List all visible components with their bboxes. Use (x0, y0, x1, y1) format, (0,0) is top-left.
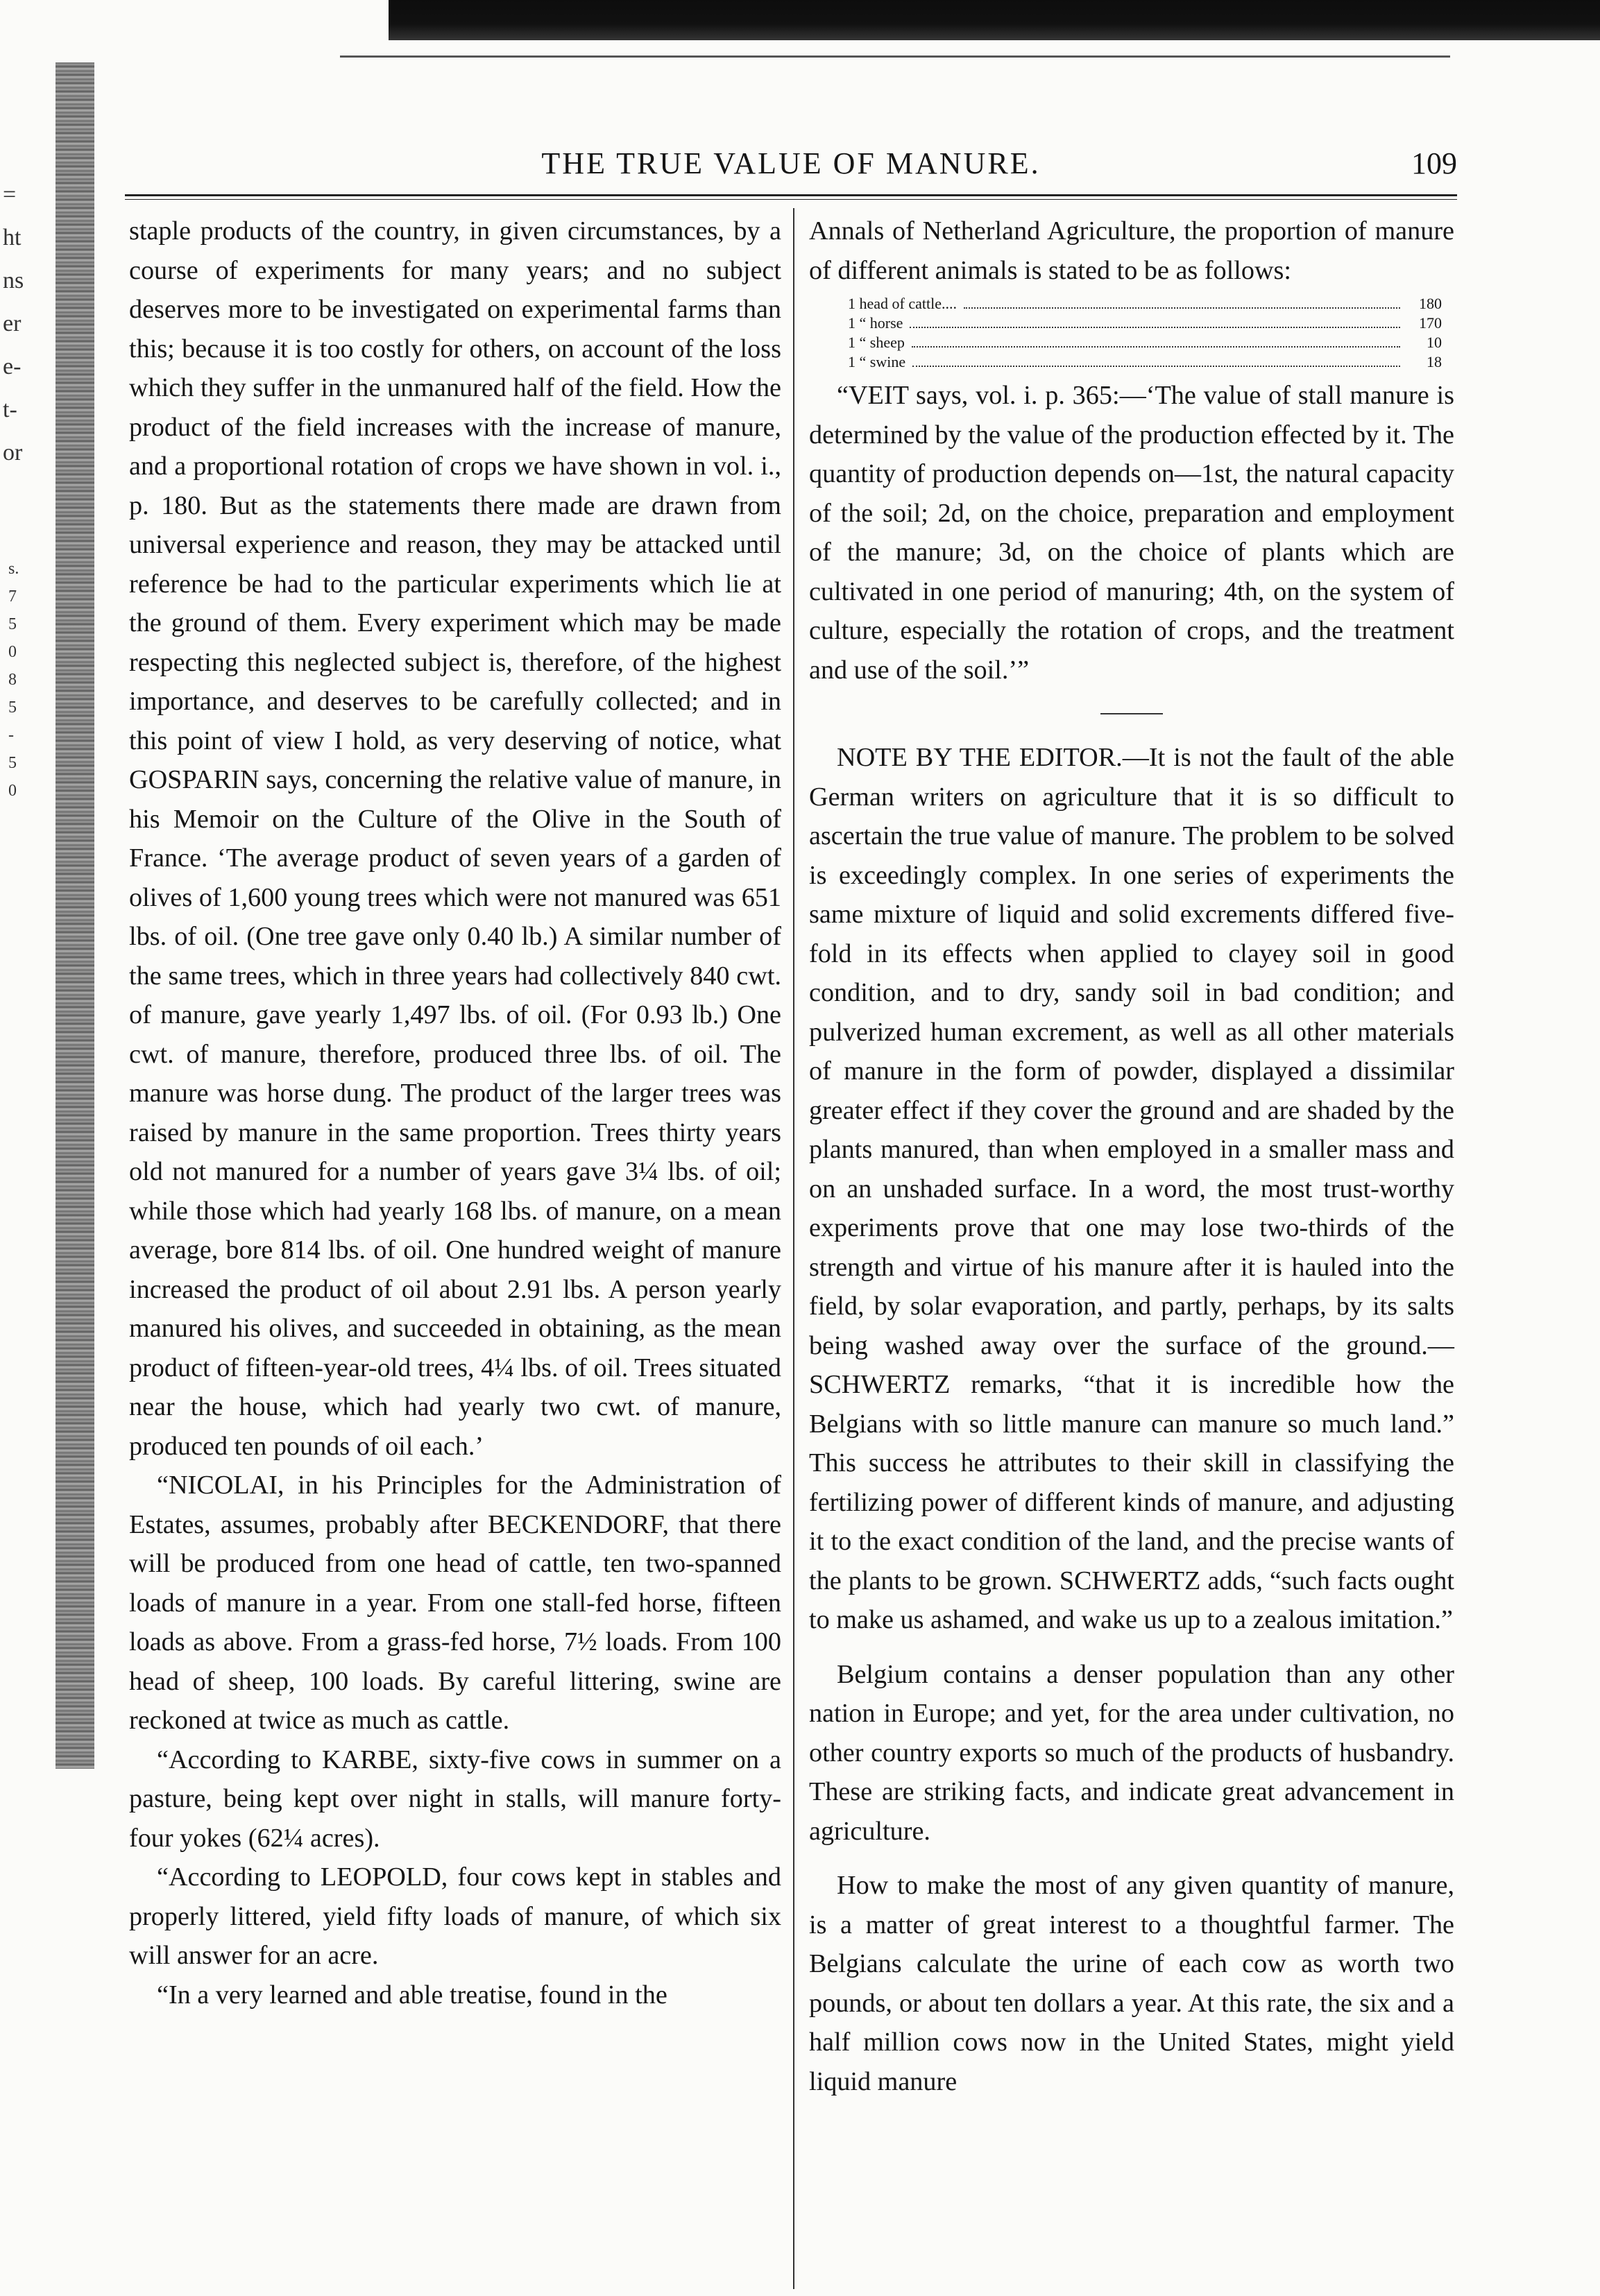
note-label: NOTE BY THE EDITOR. (837, 743, 1123, 772)
note-text: —It is not the fault of the able German writers on agriculture that it is so difficult to ascertain the true value of manure. The problem to be solved is exceedingly complex. In one series of experiments the same mixture of liquid and solid excrements differed five-fold in its effects when applied to clayey soil in good condition, and to dry, sandy soil in bad condition; and pulverized human excrement, as well as all other materials of manure in the form of powder, displayed a dissimilar greater effect if they cover the ground and are shaded by the plants manured, than when employed in a smaller mass and on an unshaded surface. In a word, the most trust-worthy experiments prove that one may lose two-thirds of the strength and virtue of his manure after it is hauled into the field, by solar evaporation, and partly, perhaps, by its salts being washed away over the surface of the ground.—SCHWERTZ remarks, “that it is incredible how the Belgians with so little manure can manure so much land.” This success he attributes to their skill in classifying the fertilizing power of different kinds of manure, and adjusting it to the exact condition of the land, and the precise wants of the plants to be grown. SCHWERTZ adds, “such facts ought to make us ashamed, and wake us up to a zealous imitation.” (809, 743, 1454, 1634)
table-label: 1 “ swine (848, 353, 906, 370)
paragraph: staple products of the country, in given circumstances, by a course of experiments for many years; and no subject deserves more to be investigated on experimental farms than this; because it is too costly for others, on account of the loss which they suffer in the unmanured half of the field. How the product of the field increases with the increase of manure, and a proportional rotation of crops we have shown in vol. i., p. 180. But as the statements there made are drawn from universal experience and reason, they may be attacked until reference be had to the particular experiments which lie at the ground of them. Every experiment which may be made respecting this neglected subject is, therefore, of the highest importance, and deserves to be carefully collected; and in this point of view I hold, as very deserving of notice, what GOSPARIN says, concerning the relative value of manure, in his Memoir on the Culture of the Olive in the South of France. ‘The average product of seven years of a garden of olives of 1,600 young trees which were not manured was 651 lbs. of oil. (One tree gave only 0.40 lb.) A similar number of the same trees, which in three years had collectively 840 cwt. of manure, gave yearly 1,497 lbs. of oil. (For 0.93 lb.) One cwt. of manure, therefore, produced three lbs. of oil. The manure was horse dung. The product of the larger trees was raised by manure in the same proportion. Trees thirty years old not manured for a number of years gave 3¼ lbs. of oil; while those which had yearly 168 lbs. of manure, on a mean average, bore 814 lbs. of oil. One hundred weight of manure increased the product of oil about 2.91 lbs. A person yearly manured his olives, and succeeded in obtaining, as the mean product of fifteen-year-old trees, 4¼ lbs. of oil. Trees situated near the house, which had yearly two cwt. of manure, produced ten pounds of oil each.’ (129, 216, 781, 1461)
table-label: 1 “ horse (848, 314, 903, 332)
table-label: 1 “ sheep (848, 334, 905, 351)
leader-dots (964, 307, 1400, 309)
table-value: 180 (1419, 295, 1442, 312)
table-value: 10 (1427, 334, 1442, 351)
margin-fragments: = ht ns er e- t- or (3, 182, 24, 465)
paragraph: “According to LEOPOLD, four cows kept in stables and properly littered, yield fifty loads of manure, of which six will answer for an acre. (129, 1862, 781, 1970)
running-head (125, 146, 1457, 187)
margin-digits: s. 7 5 0 8 5 - 5 0 (8, 560, 19, 800)
table-label: 1 head of cattle.... (848, 295, 957, 312)
table-value: 170 (1419, 314, 1442, 332)
paragraph: “NICOLAI, in his Principles for the Administration of Estates, assumes, probably after BECKENDORF, that there will be produced from one head of cattle, ten two-spanned loads of manure in a year. From one stall-fed horse, fifteen loads as above. From a grass-fed horse, 7½ loads. From 100 head of sheep, 100 loads. By careful littering, swine are reckoned at twice as much as cattle. (129, 1471, 781, 1735)
table-row (848, 314, 1442, 333)
column-divider (793, 208, 794, 2289)
page-number: 109 (1411, 146, 1457, 180)
header-rule (125, 194, 1457, 196)
paragraph: Annals of Netherland Agriculture, the proportion of manure of different animals is stated to be as follows: (809, 216, 1454, 285)
paragraph: Belgium contains a denser population than any other nation in Europe; and yet, for the area under cultivation, no other country exports so much of the products of husbandry. These are striking facts, and indicate great advancement in agriculture. (809, 1659, 1454, 1846)
paragraph: How to make the most of any given quantity of manure, is a matter of great interest to a thoughtful farmer. The Belgians calculate the urine of each cow as worth two pounds, or about ten dollars a year. At this rate, the six and a half million cows now in the United States, might yield liquid manure (809, 1871, 1454, 2096)
paragraph: “VEIT says, vol. i. p. 365:—‘The value of stall manure is determined by the value of the production effected by it. The quantity of production depends on—1st, the natural capacity of the soil; 2d, on the choice, preparation and employment of the manure; 3d, on the choice of plants which are cultivated in one period of manuring; 4th, on the system of culture, especially the rotation of crops, and the treatment and use of the soil.’” (809, 381, 1454, 685)
paragraph: “In a very learned and able treatise, found in the (157, 1980, 667, 2010)
table-row (848, 352, 1442, 372)
scan-edge-bar (389, 0, 1600, 40)
table-value: 18 (1427, 353, 1442, 370)
page-title: THE TRUE VALUE OF MANURE. (541, 146, 1041, 180)
table-row (848, 294, 1442, 314)
header-rule-thin (125, 199, 1457, 200)
table-row (848, 333, 1442, 352)
leader-dots (912, 346, 1400, 348)
editor-note (809, 738, 1454, 1640)
right-column (809, 212, 1454, 2101)
leader-dots (912, 366, 1400, 367)
paragraph: “According to KARBE, sixty-five cows in summer on a pasture, being kept over night in stalls, will manure forty-four yokes (62¼ acres). (129, 1745, 781, 1853)
section-rule (1100, 713, 1163, 714)
scan-rule (340, 55, 1450, 58)
left-column (129, 212, 781, 2014)
leader-dots (910, 327, 1400, 328)
manure-table (848, 294, 1442, 372)
binding-shadow (56, 62, 94, 1769)
